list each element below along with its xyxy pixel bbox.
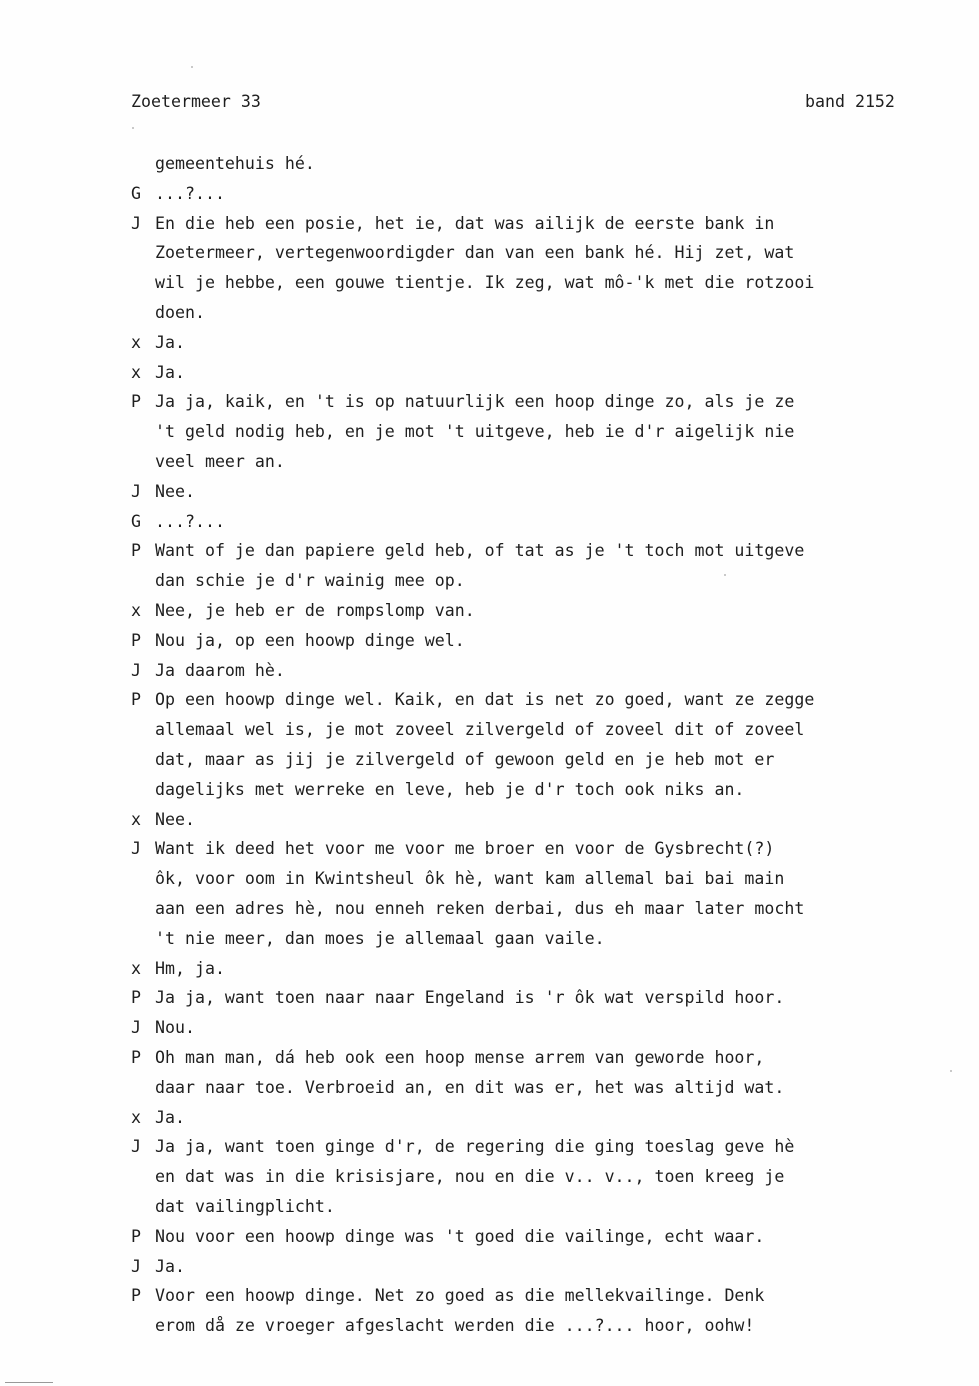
header-location: Zoetermeer 33 (131, 92, 261, 111)
utterance-text: Voor een hoowp dinge. Net zo goed as die mellekvailinge. Denk (155, 1286, 765, 1305)
utterance-text: Ja. (155, 333, 185, 352)
speaker-code: P (131, 1286, 141, 1305)
speaker-code: P (131, 1048, 141, 1067)
utterance-text: Ja daarom hè. (155, 661, 285, 680)
utterance-text: wil je hebbe, een gouwe tientje. Ik zeg, wat mô-'k met die rotzooi (155, 273, 815, 292)
utterance-text: Nou voor een hoowp dinge was 't goed die vailinge, echt waar. (155, 1227, 765, 1246)
transcript-line (131, 1316, 971, 1336)
speaker-code: x (131, 601, 141, 620)
utterance-text: en dat was in die krisisjare, nou en die v.. v.., toen kreeg je (155, 1167, 785, 1186)
speaker-code: P (131, 541, 141, 560)
utterance-text: Zoetermeer, vertegenwoordigder dan van een bank hé. Hij zet, wat (155, 243, 795, 262)
transcript-line (131, 899, 971, 919)
utterance-text: ...?... (155, 512, 225, 531)
scan-speck (724, 574, 726, 576)
transcript-line (131, 363, 971, 383)
transcript-line (131, 512, 971, 532)
transcript-line (131, 869, 971, 889)
transcript-line (131, 631, 971, 651)
transcript-line (131, 1257, 971, 1277)
transcript-line (131, 1227, 971, 1247)
speaker-code: x (131, 1108, 141, 1127)
transcript-line (131, 661, 971, 681)
transcript-line (131, 1137, 971, 1157)
utterance-text: Nee, je heb er de rompslomp van. (155, 601, 475, 620)
transcript-line (131, 482, 971, 502)
utterance-text: dagelijks met werreke en leve, heb je d'r toch ook niks an. (155, 780, 745, 799)
speaker-code: P (131, 1227, 141, 1246)
utterance-text: erom då ze vroeger afgeslacht werden die ...?... hoor, oohw! (155, 1316, 755, 1335)
scan-speck (950, 1070, 952, 1072)
utterance-text: 't geld nodig heb, en je mot 't uitgeve, heb ie d'r aigelijk nie (155, 422, 795, 441)
transcript-line (131, 303, 971, 323)
speaker-code: P (131, 690, 141, 709)
utterance-text: daar naar toe. Verbroeid an, en dit was er, het was altijd wat. (155, 1078, 785, 1097)
speaker-code: x (131, 363, 141, 382)
transcript-line (131, 571, 971, 591)
utterance-text: Ja ja, kaik, en 't is op natuurlijk een hoop dinge zo, als je ze (155, 392, 795, 411)
utterance-text: dat vailingplicht. (155, 1197, 335, 1216)
utterance-text: allemaal wel is, je mot zoveel zilvergeld of zoveel dit of zoveel (155, 720, 805, 739)
utterance-text: aan een adres hè, nou enneh reken derbai, dus eh maar later mocht (155, 899, 805, 918)
utterance-text: Oh man man, dá heb ook een hoop mense arrem van geworde hoor, (155, 1048, 765, 1067)
utterance-text: Nou. (155, 1018, 195, 1037)
transcript-line (131, 988, 971, 1008)
transcript-line (131, 720, 971, 740)
utterance-text: Ja ja, want toen naar naar Engeland is 'r ôk wat verspild hoor. (155, 988, 785, 1007)
utterance-text: Nee. (155, 810, 195, 829)
transcript-line (131, 1197, 971, 1217)
speaker-code: P (131, 392, 141, 411)
utterance-text: Want of je dan papiere geld heb, of tat as je 't toch mot uitgeve (155, 541, 805, 560)
speaker-code: P (131, 631, 141, 650)
transcript-line (131, 452, 971, 472)
transcript-line (131, 780, 971, 800)
transcript-line (131, 273, 971, 293)
transcript-line (131, 154, 971, 174)
transcript-line (131, 690, 971, 710)
transcript-line (131, 1108, 971, 1128)
transcript-line (131, 959, 971, 979)
speaker-code: J (131, 1018, 141, 1037)
speaker-code: J (131, 482, 141, 501)
transcript-line (131, 1078, 971, 1098)
utterance-text: ...?... (155, 184, 225, 203)
utterance-text: Nou ja, op een hoowp dinge wel. (155, 631, 465, 650)
transcript-line (131, 1018, 971, 1038)
utterance-text: En die heb een posie, het ie, dat was ailijk de eerste bank in (155, 214, 775, 233)
transcript-line (131, 1286, 971, 1306)
transcript-line (131, 214, 971, 234)
transcript-line (131, 392, 971, 412)
transcript-line (131, 750, 971, 770)
transcript-line (131, 243, 971, 263)
utterance-text: Ja ja, want toen ginge d'r, de regering die ging toeslag geve hè (155, 1137, 795, 1156)
scan-speck (132, 127, 134, 129)
utterance-text: gemeentehuis hé. (155, 154, 315, 173)
utterance-text: Ja. (155, 1108, 185, 1127)
speaker-code: J (131, 1257, 141, 1276)
utterance-text: Hm, ja. (155, 959, 225, 978)
utterance-text: 't nie meer, dan moes je allemaal gaan vaile. (155, 929, 605, 948)
transcript-line (131, 929, 971, 949)
transcript-line (131, 541, 971, 561)
speaker-code: J (131, 1137, 141, 1156)
speaker-code: x (131, 959, 141, 978)
speaker-code: P (131, 988, 141, 1007)
speaker-code: J (131, 214, 141, 233)
utterance-text: Want ik deed het voor me voor me broer en voor de Gysbrecht(?) (155, 839, 775, 858)
utterance-text: doen. (155, 303, 205, 322)
speaker-code: J (131, 839, 141, 858)
transcript-line (131, 333, 971, 353)
utterance-text: dan schie je d'r wainig mee op. (155, 571, 465, 590)
transcript-line (131, 1167, 971, 1187)
utterance-text: Op een hoowp dinge wel. Kaik, en dat is net zo goed, want ze zegge (155, 690, 815, 709)
utterance-text: veel meer an. (155, 452, 285, 471)
speaker-code: x (131, 333, 141, 352)
speaker-code: x (131, 810, 141, 829)
transcript-line (131, 810, 971, 830)
speaker-code: G (131, 184, 141, 203)
utterance-text: Ja. (155, 363, 185, 382)
transcript-line (131, 839, 971, 859)
transcript-line (131, 184, 971, 204)
transcript-line (131, 1048, 971, 1068)
footer-rule (5, 1382, 53, 1383)
utterance-text: dat, maar as jij je zilvergeld of gewoon geld en je heb mot er (155, 750, 775, 769)
transcript-line (131, 601, 971, 621)
scan-speck (191, 66, 193, 68)
utterance-text: Nee. (155, 482, 195, 501)
speaker-code: J (131, 661, 141, 680)
utterance-text: ôk, voor oom in Kwintsheul ôk hè, want kam allemal bai bai main (155, 869, 785, 888)
speaker-code: G (131, 512, 141, 531)
header-tape-number: band 2152 (805, 92, 895, 111)
utterance-text: Ja. (155, 1257, 185, 1276)
transcript-line (131, 422, 971, 442)
